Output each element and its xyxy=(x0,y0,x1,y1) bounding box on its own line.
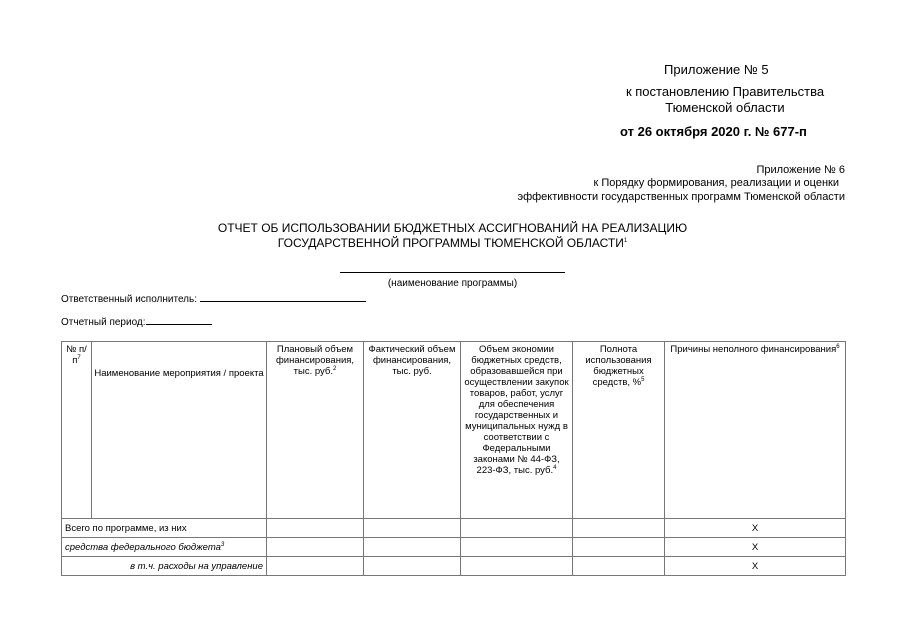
row-label: средства федерального бюджета$^3$ xyxy=(62,538,267,557)
table-row xyxy=(62,557,846,576)
header-reasons: Причины неполного финансирования$^6$ xyxy=(665,342,846,519)
row-label: Всего по программе, из них xyxy=(62,519,267,538)
executor-row xyxy=(61,292,366,305)
header-fact: Фактический объем финансирования, тыс. руб. xyxy=(364,342,461,519)
program-name-line[interactable] xyxy=(340,272,565,273)
appendix-line3: эффективности государственных программ Тюменской области xyxy=(517,191,845,203)
cell-savings[interactable] xyxy=(461,538,573,557)
cell-completeness[interactable] xyxy=(573,538,665,557)
cell-reasons: Х xyxy=(665,538,846,557)
executor-label: Ответственный исполнитель: xyxy=(61,294,198,305)
header-completeness: Полнота использования бюджетных средств, %$^5$ xyxy=(573,342,665,519)
period-label: Отчетный период: xyxy=(61,317,146,328)
header-num: № $п/п^7$ xyxy=(62,342,92,519)
cell-fact[interactable] xyxy=(364,538,461,557)
period-field[interactable] xyxy=(146,315,212,325)
header-name: Наименование мероприятия / проекта xyxy=(92,342,267,519)
cell-reasons: Х xyxy=(665,519,846,538)
cell-completeness[interactable] xyxy=(573,557,665,576)
report-title-line2: ГОСУДАРСТВЕННОЙ ПРОГРАММЫ ТЮМЕНСКОЙ ОБЛАСТИ$^1$ xyxy=(277,236,628,250)
cell-savings[interactable] xyxy=(461,557,573,576)
approval-line2: к постановлению Правительства xyxy=(625,84,825,99)
cell-plan[interactable] xyxy=(267,538,364,557)
appendix-line1: Приложение № 6 xyxy=(756,164,845,176)
period-row xyxy=(61,315,212,328)
cell-plan[interactable] xyxy=(267,557,364,576)
appendix-line2: к Порядку формирования, реализации и оценки xyxy=(593,177,839,189)
table-row xyxy=(62,538,846,557)
approval-line3: Тюменской области xyxy=(665,100,785,115)
header-savings: Объем экономии бюджетных средств, образовавшейся при осуществлении закупок товаров, работ, услуг для обеспечения государственных и муниципальных нужд в соответствии с Федеральными законами № 44-ФЗ, 223-ФЗ, тыс. руб.$^4$ xyxy=(461,342,573,519)
executor-field[interactable] xyxy=(200,292,366,302)
row-label: в т.ч. расходы на управление xyxy=(62,557,267,576)
report-table xyxy=(61,341,846,576)
program-caption: (наименование программы) xyxy=(387,278,518,289)
cell-fact[interactable] xyxy=(364,519,461,538)
report-title-line1: ОТЧЕТ ОБ ИСПОЛЬЗОВАНИИ БЮДЖЕТНЫХ АССИГНОВАНИЙ НА РЕАЛИЗАЦИЮ xyxy=(217,221,688,235)
cell-fact[interactable] xyxy=(364,557,461,576)
header-plan: Плановый объем финансирования, тыс. руб.$^2$ xyxy=(267,342,364,519)
cell-savings[interactable] xyxy=(461,519,573,538)
table-header-row xyxy=(62,342,846,519)
approval-line1: Приложение № 5 xyxy=(664,62,769,77)
table-row xyxy=(62,519,846,538)
cell-reasons: Х xyxy=(665,557,846,576)
approval-line4: от 26 октября 2020 г. № 677-п xyxy=(620,124,807,139)
cell-completeness[interactable] xyxy=(573,519,665,538)
cell-plan[interactable] xyxy=(267,519,364,538)
